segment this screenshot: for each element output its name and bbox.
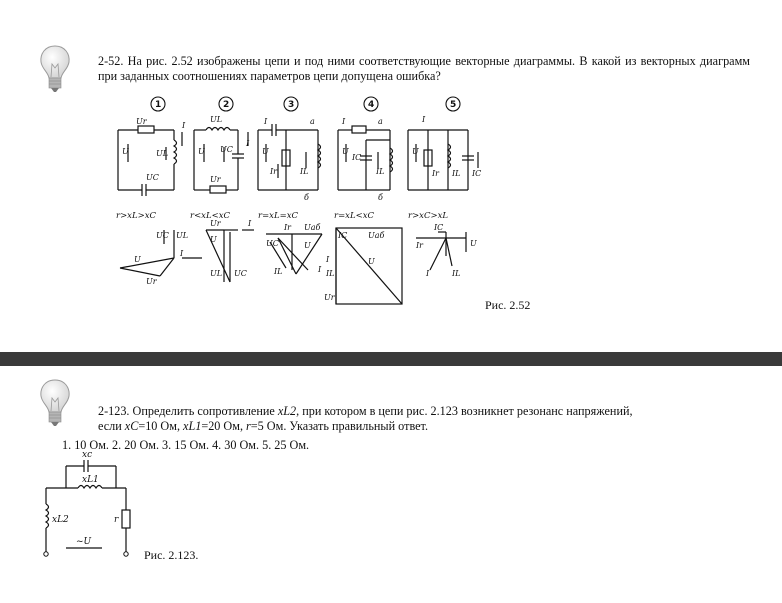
svg-text:Ur: Ur bbox=[210, 175, 221, 184]
condition-5: r>xC>xL bbox=[408, 211, 449, 221]
svg-text:IC: IC bbox=[472, 169, 482, 178]
label-xc: xc bbox=[82, 450, 93, 460]
svg-text:U: U bbox=[368, 257, 375, 266]
svg-text:I: I bbox=[422, 115, 426, 124]
svg-text:I: I bbox=[318, 265, 322, 274]
svg-text:I: I bbox=[248, 219, 252, 228]
condition-3: r=xL=xC bbox=[258, 211, 299, 221]
svg-text:UC: UC bbox=[156, 231, 169, 240]
svg-text:Ur: Ur bbox=[210, 219, 221, 228]
label-xl1: xL1 bbox=[82, 475, 99, 485]
svg-text:IL: IL bbox=[452, 269, 461, 278]
svg-text:Ir: Ir bbox=[432, 169, 439, 178]
svg-text:Ur: Ur bbox=[136, 117, 147, 126]
svg-text:IL: IL bbox=[376, 167, 385, 176]
page-separator bbox=[0, 352, 782, 366]
svg-text:UC: UC bbox=[266, 239, 279, 248]
svg-text:a: a bbox=[378, 117, 383, 126]
condition-2: r<xL<xC bbox=[190, 211, 231, 221]
svg-text:I: I bbox=[182, 121, 186, 130]
lightbulb-icon bbox=[38, 378, 72, 428]
circuit-3 bbox=[258, 97, 321, 190]
svg-text:IL: IL bbox=[274, 267, 283, 276]
svg-text:IC: IC bbox=[338, 231, 348, 240]
condition-1: r>xL>xC bbox=[116, 211, 157, 221]
svg-text:I: I bbox=[180, 249, 184, 258]
svg-text:Ir: Ir bbox=[270, 167, 277, 176]
svg-text:I: I bbox=[426, 269, 430, 278]
vector-diagram-5 bbox=[416, 232, 466, 270]
figure-2-52-caption: Рис. 2.52 bbox=[485, 298, 531, 312]
figure-2-52 bbox=[106, 92, 546, 314]
svg-text:2: 2 bbox=[223, 100, 230, 110]
svg-text:U: U bbox=[470, 239, 477, 248]
svg-text:IL: IL bbox=[326, 269, 335, 278]
svg-text:UC: UC bbox=[220, 145, 233, 154]
label-xl2: xL2 bbox=[52, 515, 69, 525]
circuit-4 bbox=[338, 97, 393, 190]
svg-text:б: б bbox=[378, 193, 383, 202]
svg-text:UL: UL bbox=[156, 149, 169, 158]
circuit-5 bbox=[408, 97, 478, 190]
svg-text:I: I bbox=[264, 117, 268, 126]
answer-options: 1. 10 Ом. 2. 20 Ом. 3. 15 Ом. 4. 30 Ом. 5. 25 Ом. bbox=[62, 438, 310, 452]
svg-text:IC: IC bbox=[352, 153, 362, 162]
problem-2-52-text: 2-52. На рис. 2.52 изображены цепи и под ними соответствующие векторные диаграммы. В какой из векторных диаграмм при заданных соотношениях параметров цепи допущена ошибка? bbox=[98, 54, 750, 83]
svg-text:IC: IC bbox=[434, 223, 444, 232]
lightbulb-icon bbox=[38, 44, 72, 94]
svg-text:Ur: Ur bbox=[324, 293, 335, 302]
svg-text:I: I bbox=[342, 117, 346, 126]
svg-text:1: 1 bbox=[155, 100, 162, 110]
svg-text:U: U bbox=[134, 255, 141, 264]
svg-text:UC: UC bbox=[146, 173, 159, 182]
svg-text:U: U bbox=[198, 147, 205, 156]
svg-text:U: U bbox=[122, 147, 129, 156]
svg-text:IL: IL bbox=[452, 169, 461, 178]
figure-2-123-caption: Рис. 2.123. bbox=[144, 548, 199, 562]
svg-text:U: U bbox=[342, 147, 349, 156]
condition-4: r=xL<xC bbox=[334, 211, 375, 221]
svg-text:5: 5 bbox=[450, 100, 457, 110]
svg-text:3: 3 bbox=[288, 100, 295, 110]
svg-text:UL: UL bbox=[210, 115, 223, 124]
problem-2-123-text: 2-123. Определить сопротивление xL2, при котором в цепи рис. 2.123 возникнет резонанс напряжений, если xC=10 Ом, xL1=20 Ом, r=5 Ом. Указать правильный ответ. bbox=[98, 404, 633, 433]
svg-text:Ir: Ir bbox=[284, 223, 291, 232]
svg-text:U: U bbox=[262, 147, 269, 156]
svg-text:б: б bbox=[304, 193, 309, 202]
svg-text:Ur: Ur bbox=[146, 277, 157, 286]
svg-text:U: U bbox=[412, 147, 419, 156]
svg-text:I: I bbox=[326, 255, 330, 264]
figure-2-123 bbox=[38, 448, 138, 560]
label-u: ~U bbox=[76, 537, 92, 547]
svg-text:UL: UL bbox=[176, 231, 189, 240]
svg-text:I: I bbox=[246, 139, 250, 148]
svg-text:UC: UC bbox=[234, 269, 247, 278]
svg-text:U: U bbox=[210, 235, 217, 244]
svg-text:Ir: Ir bbox=[416, 241, 423, 250]
svg-text:a: a bbox=[310, 117, 315, 126]
svg-text:Uаб: Uаб bbox=[304, 223, 321, 232]
label-r: r bbox=[114, 515, 119, 525]
svg-text:U: U bbox=[304, 241, 311, 250]
svg-text:UL: UL bbox=[210, 269, 223, 278]
svg-text:IL: IL bbox=[300, 167, 309, 176]
svg-text:Uаб: Uаб bbox=[368, 231, 385, 240]
svg-text:4: 4 bbox=[368, 100, 375, 110]
